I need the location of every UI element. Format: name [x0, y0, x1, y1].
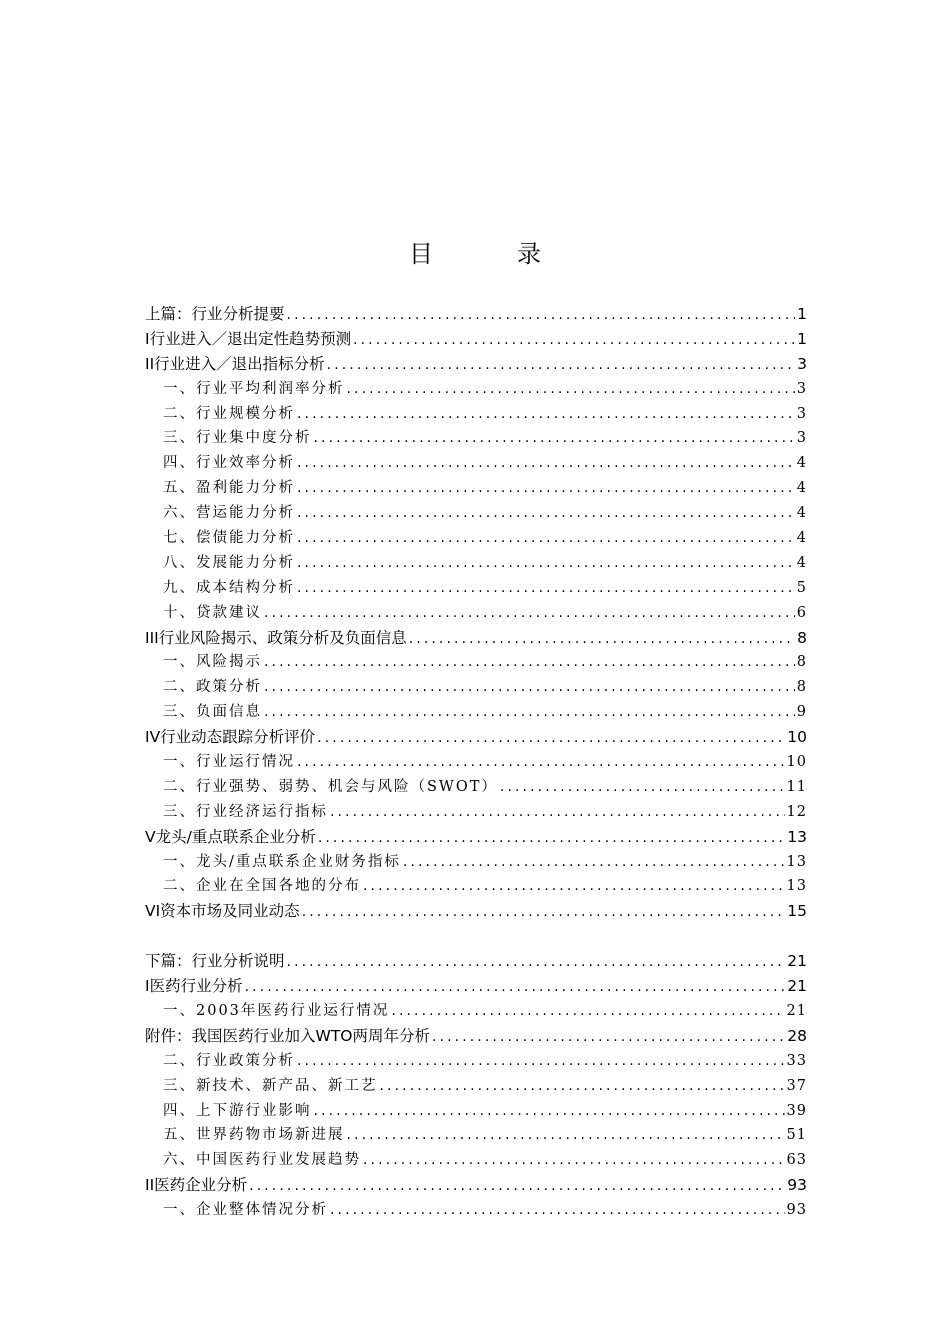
- toc-chapter-entry[interactable]: [145, 825, 807, 850]
- toc-entry-title: 一、企业整体情况分析: [163, 1202, 328, 1219]
- toc-entry-title: 一、2003年医药行业运行情况: [163, 1002, 390, 1019]
- toc-page-number: 4: [796, 554, 807, 571]
- toc-page-number: 63: [786, 1152, 807, 1169]
- toc-entry-title: 六、中国医药行业发展趋势: [163, 1152, 361, 1169]
- toc-entry-title: 二、行业强势、弱势、机会与风险（SWOT）: [163, 778, 498, 795]
- toc-section-entry[interactable]: [145, 426, 807, 451]
- toc-section-entry[interactable]: [145, 1198, 807, 1223]
- toc-page-number: 8: [797, 628, 807, 647]
- toc-dot-leader: [327, 357, 795, 373]
- toc-dot-leader: [249, 1178, 785, 1194]
- toc-page-number: 51: [786, 1127, 807, 1144]
- toc-dot-leader: [391, 1003, 784, 1019]
- toc-dot-leader: [287, 954, 786, 970]
- toc-dot-leader: [264, 704, 795, 720]
- toc-page-number: 6: [796, 604, 807, 621]
- toc-dot-leader: [330, 804, 785, 820]
- toc-page-number: 93: [787, 1176, 807, 1195]
- toc-dot-leader: [245, 979, 786, 995]
- page-title: 目 录: [409, 240, 571, 268]
- toc-entry-title: 八、发展能力分析: [163, 554, 295, 571]
- toc-section-entry[interactable]: [145, 750, 807, 775]
- toc-section-entry[interactable]: [145, 650, 807, 675]
- toc-entry-title: 七、偿债能力分析: [163, 530, 295, 547]
- toc-dot-leader: [302, 904, 786, 920]
- toc-dot-leader: [330, 1202, 785, 1218]
- toc-entry-title: I行业进入／退出定性趋势预测: [145, 329, 352, 348]
- toc-dot-leader: [287, 307, 796, 323]
- toc-section-entry[interactable]: [145, 874, 807, 899]
- toc-entry-title: 五、世界药物市场新进展: [163, 1127, 345, 1144]
- toc-section-entry[interactable]: [145, 1123, 807, 1148]
- toc-dot-leader: [297, 580, 795, 596]
- toc-page-number: 21: [787, 952, 807, 971]
- toc-page-number: 13: [786, 878, 807, 895]
- toc-dot-leader: [297, 505, 795, 521]
- toc-section-entry[interactable]: [145, 402, 807, 427]
- toc-chapter-entry[interactable]: [145, 949, 807, 974]
- toc-entry-title: 六、营运能力分析: [163, 505, 295, 522]
- toc-dot-leader: [264, 654, 795, 670]
- toc-entry-title: 二、政策分析: [163, 679, 262, 696]
- toc-dot-leader: [432, 1029, 785, 1045]
- toc-page-number: 93: [786, 1202, 807, 1219]
- toc-entry-title: II医药企业分析: [145, 1176, 248, 1195]
- toc-dot-leader: [314, 430, 795, 446]
- toc-chapter-entry[interactable]: [145, 626, 807, 651]
- toc-page-number: 3: [796, 380, 807, 397]
- toc-page-number: 21: [787, 977, 807, 996]
- toc-entry-title: I医药行业分析: [145, 977, 243, 996]
- toc-section-entry[interactable]: [145, 775, 807, 800]
- toc-page-number: 39: [786, 1102, 807, 1119]
- toc-dot-leader: [363, 878, 785, 894]
- toc-section-entry[interactable]: [145, 850, 807, 875]
- toc-page-number: 1: [797, 329, 807, 348]
- toc-dot-leader: [318, 830, 785, 846]
- toc-page-number: 4: [796, 480, 807, 497]
- toc-dot-leader: [500, 779, 785, 795]
- toc-page-number: 3: [796, 405, 807, 422]
- toc-entry-title: 三、负面信息: [163, 704, 262, 721]
- toc-chapter-entry[interactable]: [145, 1024, 807, 1049]
- toc-dot-leader: [297, 555, 795, 571]
- toc-page-number: 10: [787, 728, 807, 747]
- toc-section-entry[interactable]: [145, 451, 807, 476]
- toc-section-entry[interactable]: [145, 1049, 807, 1074]
- toc-section-entry[interactable]: [145, 576, 807, 601]
- toc-page-number: 15: [787, 902, 807, 921]
- toc-page-number: 5: [796, 579, 807, 596]
- toc-page-number: 28: [787, 1026, 807, 1045]
- toc-section-entry[interactable]: [145, 476, 807, 501]
- toc-page-number: 1: [797, 305, 807, 323]
- toc-section-entry[interactable]: [145, 526, 807, 551]
- toc-dot-leader: [347, 381, 795, 397]
- toc-page-number: 13: [786, 853, 807, 870]
- toc-section-entry[interactable]: [145, 551, 807, 576]
- toc-page-number: 4: [796, 530, 807, 547]
- toc-dot-leader: [380, 1078, 785, 1094]
- toc-entry-title: 九、成本结构分析: [163, 579, 295, 596]
- toc-entry-title: 三、行业经济运行指标: [163, 803, 328, 820]
- toc-section-entry[interactable]: [145, 700, 807, 725]
- toc-page-number: 8: [796, 679, 807, 696]
- toc-page-number: 9: [796, 704, 807, 721]
- toc-dot-leader: [297, 530, 795, 546]
- toc-entry-title: 二、行业政策分析: [163, 1052, 295, 1069]
- toc-dot-leader: [264, 679, 795, 695]
- toc-entry-title: II行业进入／退出指标分析: [145, 354, 325, 373]
- toc-page-number: 12: [786, 803, 807, 820]
- toc-section-entry[interactable]: [145, 800, 807, 825]
- toc-entry-title: 三、新技术、新产品、新工艺: [163, 1077, 378, 1094]
- toc-section-entry[interactable]: [145, 999, 807, 1024]
- toc-entry-title: V龙头/重点联系企业分析: [145, 827, 316, 846]
- toc-entry-title: 一、行业运行情况: [163, 754, 295, 771]
- toc-entry-title: 下篇：行业分析说明: [145, 952, 285, 971]
- toc-section-entry[interactable]: [145, 377, 807, 402]
- toc-dot-leader: [409, 631, 795, 647]
- toc-page-number: 37: [786, 1077, 807, 1094]
- toc-dot-leader: [347, 1127, 785, 1143]
- toc-section-entry[interactable]: [145, 1074, 807, 1099]
- toc-section-entry[interactable]: [145, 1148, 807, 1173]
- toc-section-entry[interactable]: [145, 601, 807, 626]
- toc-chapter-entry[interactable]: [145, 1173, 807, 1198]
- toc-dot-leader: [297, 1053, 785, 1069]
- toc-page-number: 21: [786, 1002, 807, 1019]
- toc-page-number: 10: [786, 754, 807, 771]
- toc-section-entry[interactable]: [145, 1099, 807, 1124]
- toc-chapter-entry[interactable]: [145, 899, 807, 924]
- toc-entry-title: 五、盈利能力分析: [163, 480, 295, 497]
- toc-entry-title: 一、龙头/重点联系企业财务指标: [163, 853, 401, 870]
- toc-page-number: 8: [796, 654, 807, 671]
- toc-entry-title: 上篇：行业分析提要: [145, 305, 285, 323]
- toc-entry-title: 一、风险揭示: [163, 654, 262, 671]
- toc-dot-leader: [297, 480, 795, 496]
- toc-entry-title: 四、上下游行业影响: [163, 1102, 312, 1119]
- toc-entry-title: 附件：我国医药行业加入WTO两周年分析: [145, 1026, 430, 1045]
- toc-entry-title: 三、行业集中度分析: [163, 430, 312, 447]
- toc-page-number: 13: [787, 827, 807, 846]
- section-gap: [145, 924, 807, 949]
- toc-entry-title: 四、行业效率分析: [163, 455, 295, 472]
- toc-chapter-entry[interactable]: [145, 974, 807, 999]
- toc-page-number: 33: [786, 1052, 807, 1069]
- toc-dot-leader: [363, 1152, 785, 1168]
- table-of-contents: [145, 302, 807, 1223]
- toc-entry-title: VI资本市场及同业动态: [145, 902, 300, 921]
- toc-dot-leader: [314, 1103, 785, 1119]
- toc-section-entry[interactable]: [145, 675, 807, 700]
- toc-entry-title: 二、企业在全国各地的分布: [163, 878, 361, 895]
- toc-dot-leader: [297, 406, 795, 422]
- toc-chapter-entry[interactable]: [145, 302, 807, 327]
- toc-entry-title: 二、行业规模分析: [163, 405, 295, 422]
- toc-page-number: 4: [796, 455, 807, 472]
- toc-dot-leader: [297, 455, 795, 471]
- toc-page-number: 11: [786, 778, 807, 795]
- toc-dot-leader: [297, 754, 785, 770]
- toc-entry-title: 十、贷款建议: [163, 604, 262, 621]
- toc-entry-title: IV行业动态跟踪分析评价: [145, 728, 316, 747]
- toc-section-entry[interactable]: [145, 501, 807, 526]
- toc-page-number: 3: [796, 430, 807, 447]
- toc-dot-leader: [317, 730, 785, 746]
- toc-chapter-entry[interactable]: [145, 725, 807, 750]
- toc-page-number: 4: [796, 505, 807, 522]
- toc-chapter-entry[interactable]: [145, 327, 807, 352]
- toc-page-number: 3: [797, 354, 807, 373]
- toc-chapter-entry[interactable]: [145, 352, 807, 377]
- toc-entry-title: III行业风险揭示、政策分析及负面信息: [145, 628, 407, 647]
- toc-entry-title: 一、行业平均利润率分析: [163, 380, 345, 397]
- toc-dot-leader: [353, 332, 795, 348]
- toc-dot-leader: [264, 605, 795, 621]
- toc-dot-leader: [403, 854, 785, 870]
